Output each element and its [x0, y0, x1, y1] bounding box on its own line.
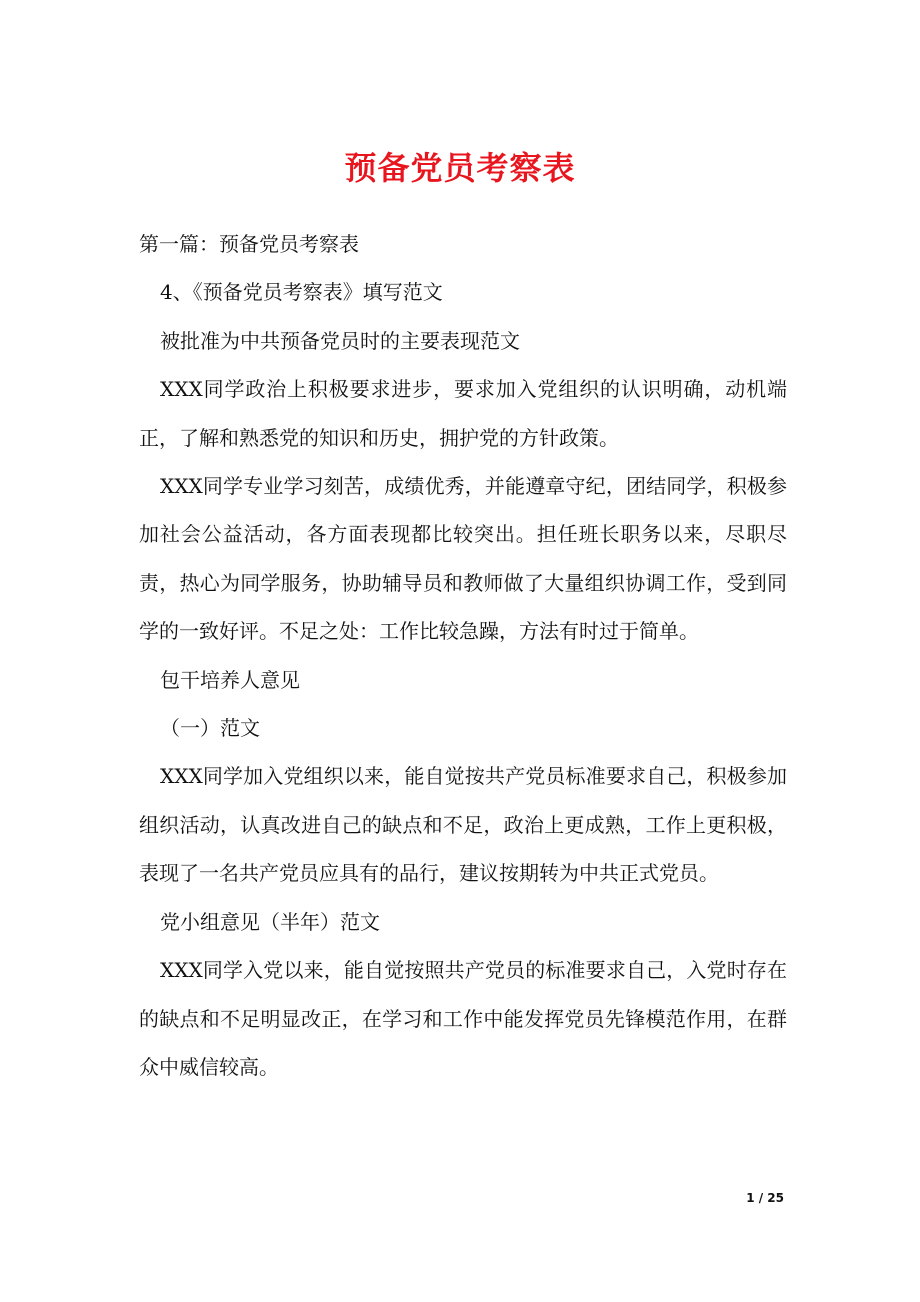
- paragraph: XXX同学政治上积极要求进步，要求加入党组织的认识明确，动机端正，了解和熟悉党的知识和历史，拥护党的方针政策。: [139, 377, 787, 450]
- page-number: 1 / 25: [746, 1191, 784, 1205]
- paragraph: 被批准为中共预备党员时的主要表现范文: [160, 328, 520, 353]
- paragraph: （一）范文: [160, 716, 260, 741]
- paragraph: 党小组意见（半年）范文: [160, 909, 380, 934]
- paragraph: XXX同学入党以来，能自觉按照共产党员的标准要求自己，入党时存在的缺点和不足明显改正，在学习和工作中能发挥党员先锋模范作用，在群众中威信较高。: [139, 958, 787, 1079]
- paragraph: 第一篇：预备党员考察表: [139, 232, 359, 256]
- paragraph: XXX同学加入党组织以来，能自觉按共产党员标准要求自己，积极参加组织活动，认真改进自己的缺点和不足，政治上更成熟，工作上更积极，表现了一名共产党员应具有的品行，建议按期转为中共正式党员。: [139, 764, 787, 886]
- paragraph: 4、《预备党员考察表》填写范文: [160, 280, 443, 305]
- document-title: 预备党员考察表: [344, 149, 576, 187]
- document-body: [139, 220, 787, 1091]
- paragraph: XXX同学专业学习刻苦，成绩优秀，并能遵章守纪，团结同学，积极参加社会公益活动，各方面表现都比较突出。担任班长职务以来，尽职尽责，热心为同学服务，协助辅导员和教师做了大量组织协调工作，受到同学的一致好评。不足之处：工作比较急躁，方法有时过于简单。: [139, 474, 787, 644]
- paragraph: 包干培养人意见: [160, 667, 300, 692]
